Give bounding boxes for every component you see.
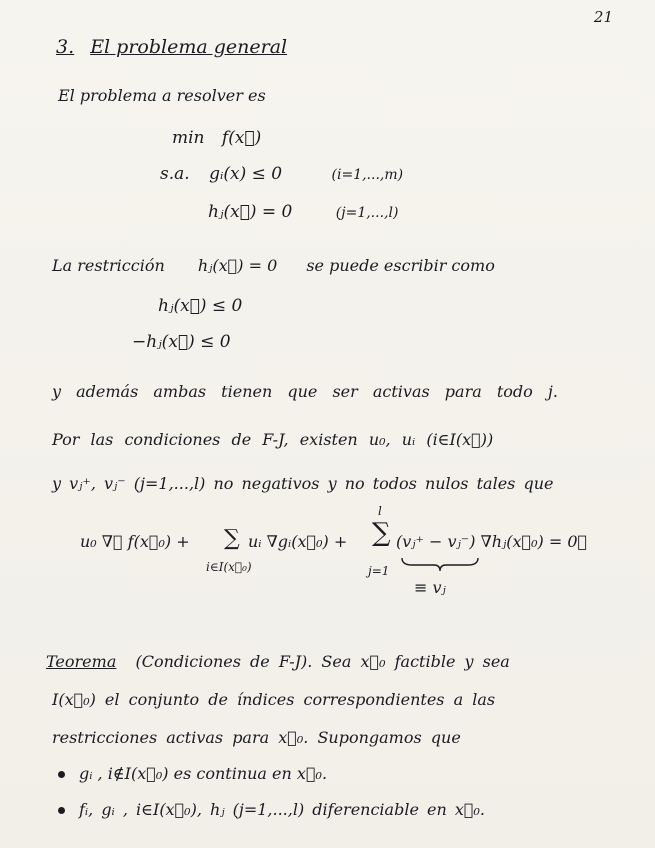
theorem-line-2: I(x⃗₀) el conjunto de índices correspondientes a las xyxy=(52,690,496,709)
theorem-label: Teorema xyxy=(46,652,117,671)
bullet-dot xyxy=(58,771,65,778)
min-label: min xyxy=(172,128,205,148)
section-heading xyxy=(56,36,287,58)
restriction-line xyxy=(52,256,495,276)
fj-line-1: Por las condiciones de F-J, existen u₀, uᵢ (i∈I(x⃗)) xyxy=(52,430,494,449)
theorem-bullet-1 xyxy=(58,764,327,784)
eq-constraint: hⱼ(x⃗) = 0 xyxy=(208,202,293,222)
section-number: 3. xyxy=(56,36,75,58)
constraint-ineq-row xyxy=(160,164,403,185)
theorem-bullet-2 xyxy=(58,800,485,820)
restriction-text-2: se puede escribir como xyxy=(306,256,495,275)
problem-objective-row xyxy=(172,128,261,148)
ineq-range: (i=1,...,m) xyxy=(331,167,404,183)
equation-term-3: (vⱼ⁺ − vⱼ⁻) ∇hⱼ(x⃗₀) = 0⃗ xyxy=(396,532,588,551)
bullet-dot xyxy=(58,807,65,814)
brace-label: ≡ vⱼ xyxy=(414,578,446,597)
theorem-line-1-text: (Condiciones de F-J). Sea x⃗₀ factible y sea xyxy=(135,652,510,671)
sum-2-subscript: j=1 xyxy=(368,564,390,578)
active-line: y además ambas tienen que ser activas para todo j. xyxy=(52,382,558,401)
theorem-line-3: restricciones activas para x⃗₀. Supongamos que xyxy=(52,728,461,747)
section-title: El problema general xyxy=(90,36,288,58)
restriction-text: La restricción xyxy=(52,256,165,275)
restriction-expr: hⱼ(x⃗) = 0 xyxy=(197,256,278,275)
theorem-bullet-2-text: fᵢ, gᵢ , i∈I(x⃗₀), hⱼ (j=1,...,l) diferenciable en x⃗₀. xyxy=(79,800,485,819)
theorem-line-1 xyxy=(46,652,510,672)
theorem-bullet-1-text: gᵢ , i∉I(x⃗₀) es continua en x⃗₀. xyxy=(79,764,328,783)
rewrite-2: −hⱼ(x⃗) ≤ 0 xyxy=(132,332,231,352)
subject-to-label: s.a. xyxy=(160,164,190,184)
fj-line-2: y vⱼ⁺, vⱼ⁻ (j=1,...,l) no negativos y no todos nulos tales que xyxy=(52,474,554,493)
equation-term-1: u₀ ∇⃗ f(x⃗₀) + xyxy=(80,532,190,551)
sum-1-subscript: i∈I(x⃗₀) xyxy=(206,560,252,574)
constraint-eq-row xyxy=(208,202,398,223)
page-number: 21 xyxy=(593,8,613,26)
ineq-constraint: gᵢ(x) ≤ 0 xyxy=(209,164,283,184)
rewrite-1: hⱼ(x⃗) ≤ 0 xyxy=(158,296,243,316)
objective-function: f(x⃗) xyxy=(221,128,262,148)
eq-range: (j=1,...,l) xyxy=(335,205,399,221)
equation-term-2: uᵢ ∇gᵢ(x⃗₀) + xyxy=(248,532,348,551)
sum-symbol-2: ∑ xyxy=(372,518,391,548)
underbrace xyxy=(400,556,480,572)
sum-symbol-1: ∑ xyxy=(224,526,240,551)
intro-text: El problema a resolver es xyxy=(58,86,266,105)
sum-2-superscript: l xyxy=(378,504,382,518)
